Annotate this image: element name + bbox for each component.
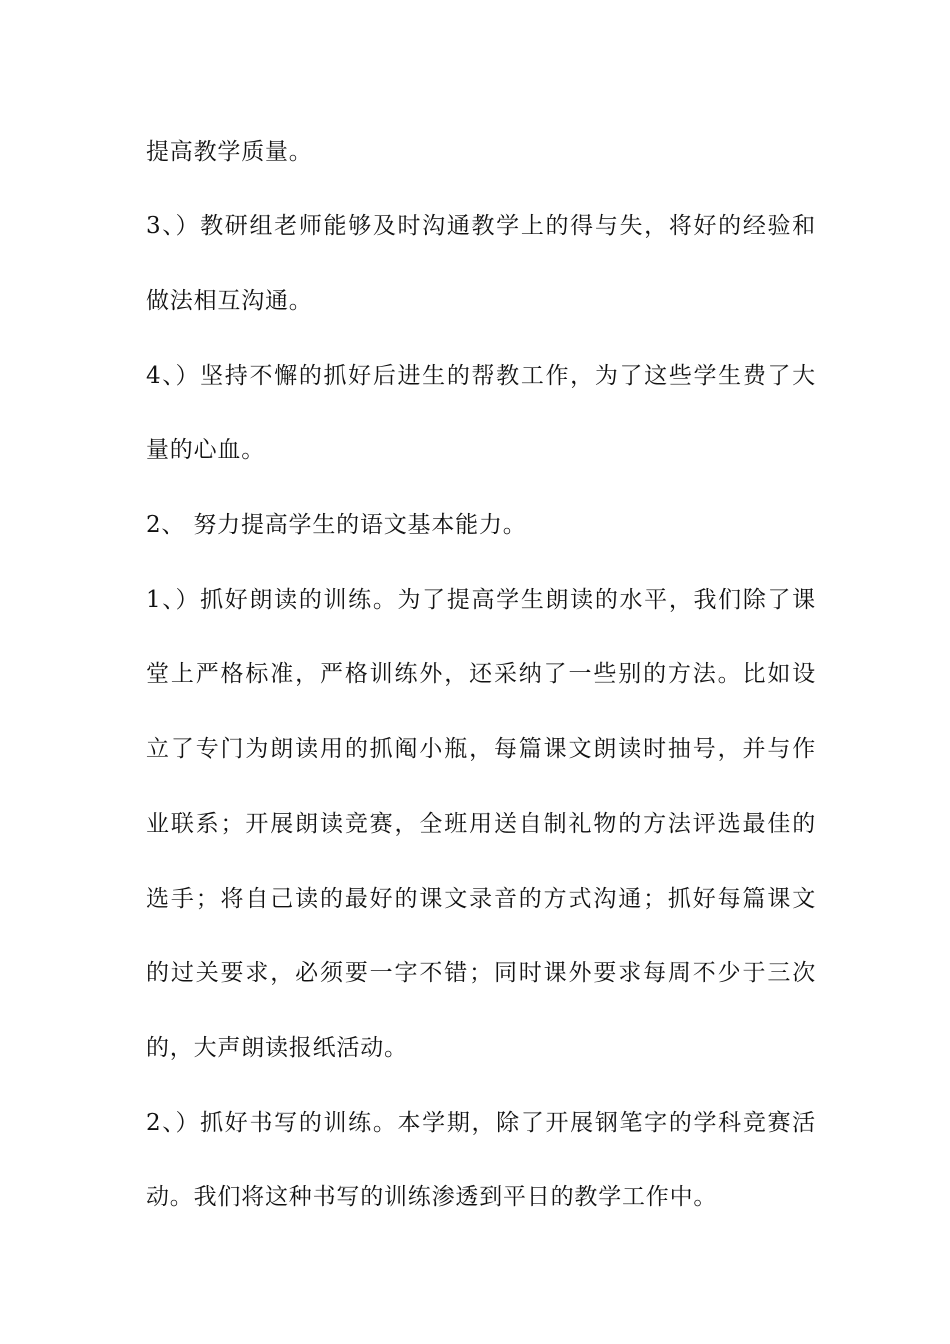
text-line: 3、）教研组老师能够及时沟通教学上的得与失，将好的经验和 xyxy=(146,213,816,239)
text-line: 堂上严格标准，严格训练外，还采纳了一些别的方法。比如设 xyxy=(146,661,816,687)
text-line: 的过关要求，必须要一字不错；同时课外要求每周不少于三次 xyxy=(146,960,816,986)
text-line: 的，大声朗读报纸活动。 xyxy=(146,1035,408,1061)
text-line: 立了专门为朗读用的抓阄小瓶，每篇课文朗读时抽号，并与作 xyxy=(146,736,816,762)
text-line: 做法相互沟通。 xyxy=(146,288,313,314)
text-line: 2、）抓好书写的训练。本学期，除了开展钢笔字的学科竞赛活 xyxy=(146,1110,816,1136)
text-line: 选手；将自己读的最好的课文录音的方式沟通；抓好每篇课文 xyxy=(146,886,816,912)
text-line: 1、）抓好朗读的训练。为了提高学生朗读的水平，我们除了课 xyxy=(146,587,816,613)
section-heading: 2、 努力提高学生的语文基本能力。 xyxy=(146,512,527,538)
text-line: 提高教学质量。 xyxy=(146,139,313,165)
text-line: 动。我们将这种书写的训练渗透到平日的教学工作中。 xyxy=(146,1184,718,1210)
text-line: 业联系；开展朗读竞赛，全班用送自制礼物的方法评选最佳的 xyxy=(146,811,816,837)
text-line: 4、）坚持不懈的抓好后进生的帮教工作，为了这些学生费了大 xyxy=(146,363,816,389)
text-line: 量的心血。 xyxy=(146,437,265,463)
